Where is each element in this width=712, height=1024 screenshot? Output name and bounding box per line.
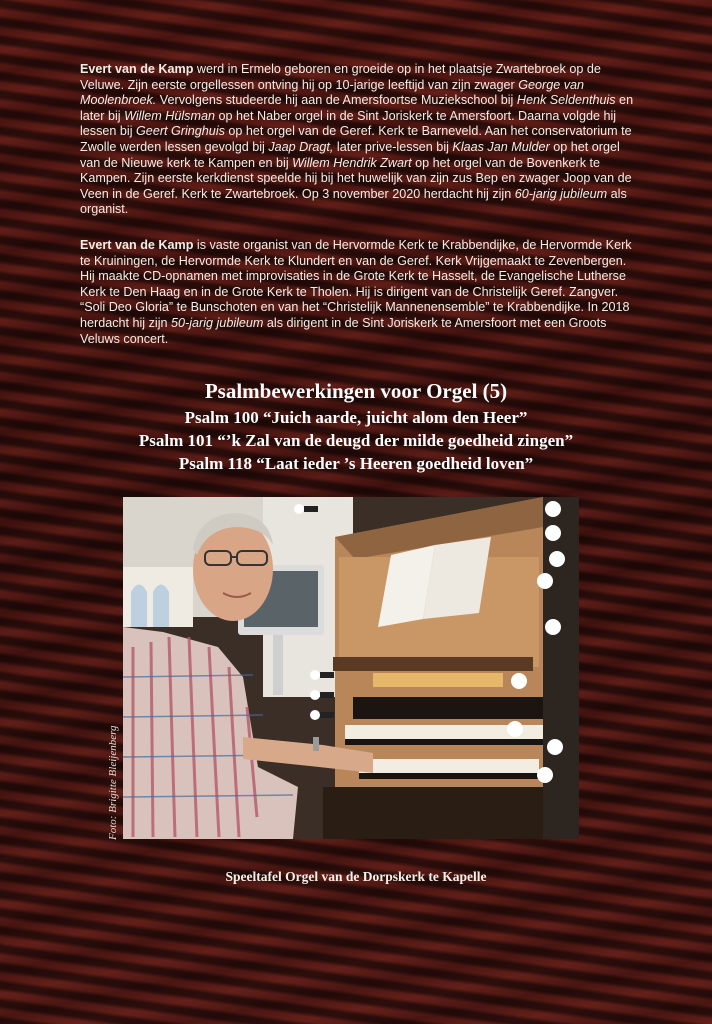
- jubilee-text: 60-jarig jubileum: [514, 186, 608, 201]
- photo-caption: Speeltafel Orgel van de Dorpskerk te Kapelle: [225, 869, 487, 884]
- bio-text: als dirigent in de Sint Joriskerk te Amersfoort met een Groots Veluws concert.: [80, 315, 607, 346]
- photo-illustration: [123, 497, 579, 839]
- biography-paragraph-2: [80, 238, 640, 347]
- bio-text: op het orgel van de Geref. Kerk te Barneveld. Aan het conservatorium te Zwolle werden lessen gevolgd bij: [80, 124, 632, 154]
- bio-text: Vervolgens studeerde hij aan de Amersfoortse Muziekschool bij: [156, 93, 517, 108]
- psalm-118-line: Psalm 118 “Laat ieder ’s Heeren goedheid loven”: [178, 454, 534, 473]
- bio-text: als organist.: [80, 186, 627, 217]
- teacher-name: Klaas Jan Mulder: [452, 139, 550, 154]
- organist-name: Evert van de Kamp: [80, 62, 194, 76]
- bio-text: later prive-lessen bij: [333, 139, 453, 154]
- bio-text: en later bij: [80, 93, 634, 123]
- teacher-name: Jaap Dragt,: [268, 139, 334, 154]
- bio-text: op het orgel van de Bovenkerk te Kampen. Zijn eerste kerkdienst speelde hij bij het huwelijk van zijn zus Bep en zwager Joop van de Veen in de Geref. Kerk te Zwartebroek. Op 3 november 2020 herdacht hij zijn: [80, 155, 632, 201]
- title-block: [40, 378, 672, 475]
- teacher-name: Willem Hülsman: [124, 108, 215, 123]
- bio-text: werd in Ermelo geboren en groeide op in het plaatsje Zwartebroek op de Veluwe. Zijn eerste orgellessen ontving hij op 10-jarige leeftijd van zijn zwager: [80, 62, 601, 92]
- bio-text: op het Naber orgel in de Sint Joriskerk te Amersfoort. Daarna volgde hij lessen bij: [80, 108, 617, 139]
- teacher-name: George van Moolenbroek.: [80, 77, 585, 108]
- bio-text: op het orgel van de Nieuwe kerk te Kampen en bij: [80, 139, 620, 170]
- teacher-name: Henk Seldenthuis: [516, 93, 616, 108]
- psalm-101-line: Psalm 101 “’k Zal van de deugd der milde goedheid zingen”: [138, 431, 574, 450]
- bio-text: is vaste organist van de Hervormde Kerk te Krabbendijke, de Hervormde Kerk te Kruiningen, de Hervormde Kerk te Klundert en van de Geref. Kerk Vrijgemaakt te Zevenbergen. Hij maakte CD-opnamen met improvisaties in de Grote Kerk te Hasselt, de Evangelische Lutherse Kerk te Den Haag en in de Grote Kerk te Tholen. Hij is dirigent van de Christelijk Geref. Zangver. “Soli Deo Gloria” te Bunschoten en van het “Christelijk Mannenensemble” te Krabbendijke. In 2018 herdacht hij zijn: [80, 238, 632, 330]
- teacher-name: Geert Gringhuis: [136, 124, 225, 139]
- teacher-name: Willem Hendrik Zwart: [292, 155, 412, 170]
- biography-paragraph-1: [80, 62, 640, 218]
- psalm-100-line: Psalm 100 “Juich aarde, juicht alom den Heer”: [184, 408, 528, 427]
- photo-credit: Foto: Brigitte Bleijenberg: [107, 725, 119, 840]
- organ-console-photo: [123, 497, 579, 839]
- page-title: Psalmbewerkingen voor Orgel (5): [204, 379, 508, 403]
- jubilee-text: 50-jarig jubileum: [171, 315, 264, 330]
- organist-name: Evert van de Kamp: [80, 238, 194, 252]
